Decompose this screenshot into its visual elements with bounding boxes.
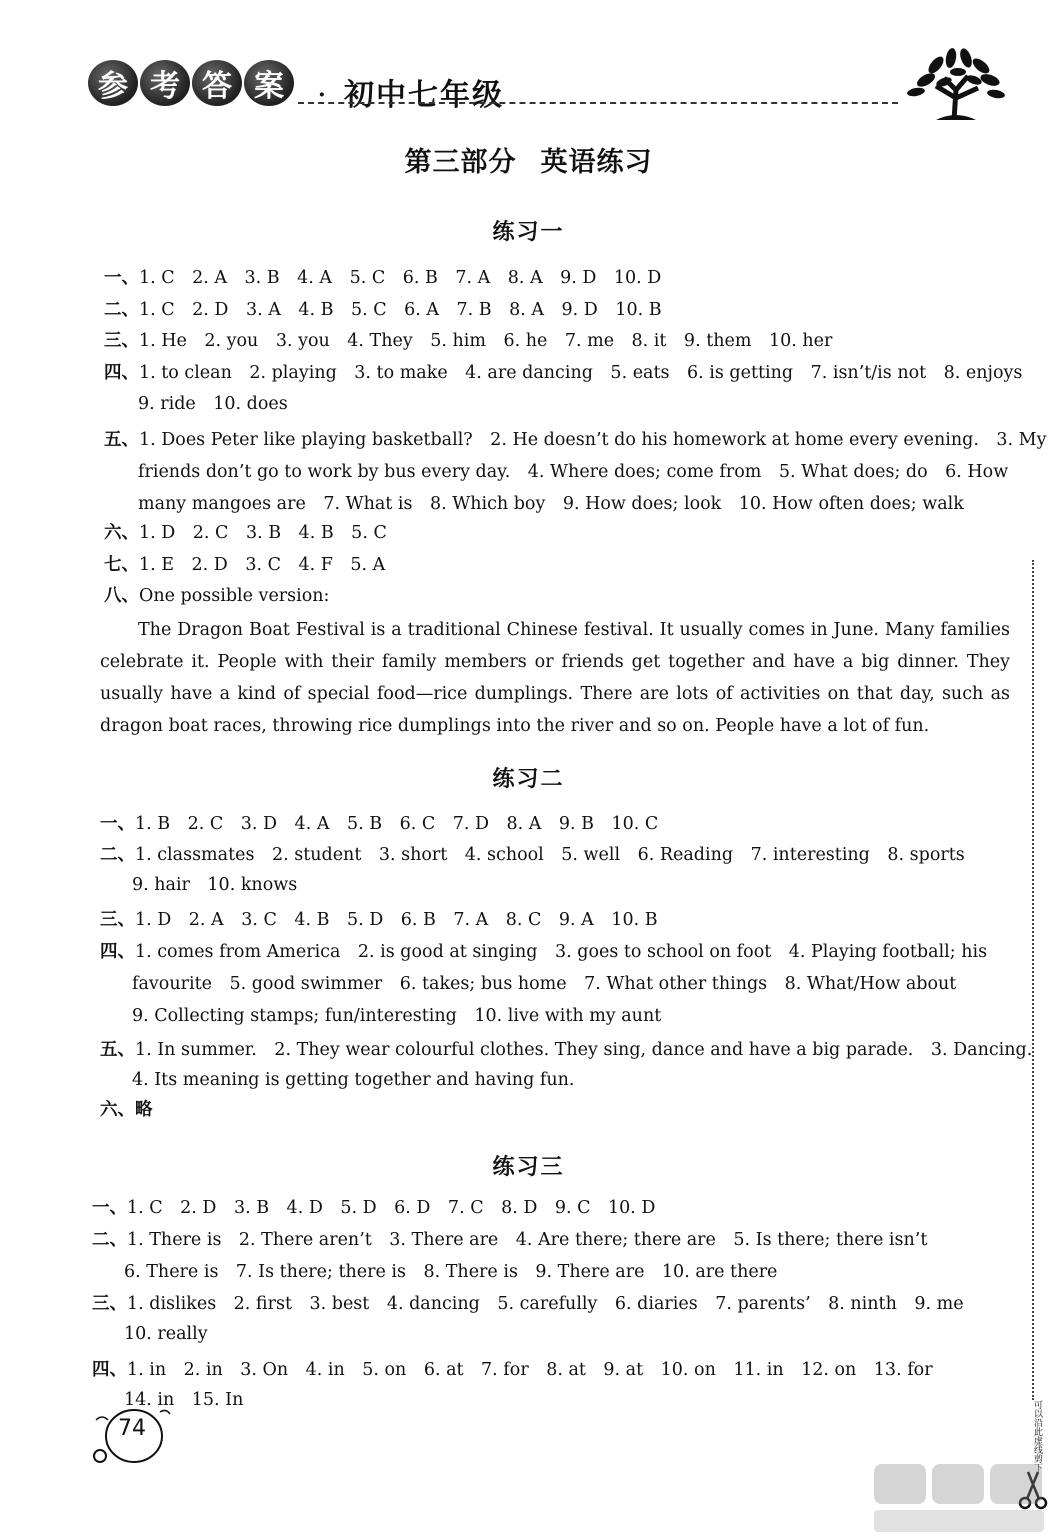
header-dot: · [318,82,326,108]
answer-line: 三、1. dislikes 2. first 3. best 4. dancing 5. carefully 6. diaries 7. parents’ 8. ninth 9. me [92,1294,964,1314]
cut-instruction: 可以沿此虚线剪下 [1032,1400,1042,1472]
answer-line: 一、1. C 2. D 3. B 4. D 5. D 6. D 7. C 8. D 9. C 10. D [92,1198,656,1218]
answer-line: 三、1. D 2. A 3. C 4. B 5. D 6. B 7. A 8. C 9. A 10. B [100,910,658,930]
answer-line: 10. really [124,1324,208,1344]
watermark-logo [870,1460,1050,1536]
answer-line: favourite 5. good swimmer 6. takes; bus home 7. What other things 8. What/How about [132,974,957,994]
part-subject: 英语练习 [540,147,653,178]
answer-line: 一、1. C 2. A 3. B 4. A 5. C 6. B 7. A 8. A 9. D 10. D [104,268,662,288]
answer-line: many mangoes are 7. What is 8. Which boy 9. How does; look 10. How often does; walk [138,494,964,514]
answer-line: 五、1. In summer. 2. They wear colourful clothes. They sing, dance and have a big parade. 3. Dancing. [100,1040,1033,1060]
cut-line [1032,560,1034,1400]
answer-line: 9. ride 10. does [138,394,288,414]
part-title [0,140,1057,179]
grade-label: 初中七年级 [344,78,504,113]
answer-line: 一、1. B 2. C 3. D 4. A 5. B 6. C 7. D 8. A 9. B 10. C [100,814,659,834]
answer-line: 七、1. E 2. D 3. C 4. F 5. A [104,555,386,575]
answer-line: 四、1. in 2. in 3. On 4. in 5. on 6. at 7. for 8. at 9. at 10. on 11. in 12. on 13. for [92,1360,933,1380]
answer-line: 二、1. classmates 2. student 3. short 4. school 5. well 6. Reading 7. interesting 8. sports [100,845,965,865]
answer-line: 9. Collecting stamps; fun/interesting 10. live with my aunt [132,1006,662,1026]
answer-line: 三、1. He 2. you 3. you 4. They 5. him 6. he 7. me 8. it 9. them 10. her [104,331,833,351]
answer-badges [88,60,294,106]
model-essay: The Dragon Boat Festival is a traditional Chinese festival. It usually comes in June. Many families celebrate it. People with their family members or friends get together and have a big dinner. They usually have a kind of special food—rice dumplings. There are lots of activities on that day, such as dragon boat races, throwing rice dumplings into the river and so on. People have a lot of fun. [100,620,1010,736]
answer-line: 六、略 [100,1100,153,1120]
answer-line: 六、1. D 2. C 3. B 4. B 5. C [104,523,387,543]
answer-line: 14. in 15. In [124,1390,244,1410]
section-title: 练习一 [492,220,565,245]
page-number: 74 [118,1416,146,1441]
badge: 参 [88,60,138,106]
answer-line: 四、1. comes from America 2. is good at singing 3. goes to school on foot 4. Playing football; his [100,942,988,962]
answer-line: 八、One possible version: [104,586,330,606]
tree-icon [896,40,1016,120]
badge: 案 [244,60,294,106]
answer-line: 五、1. Does Peter like playing basketball? 2. He doesn’t do his homework at home every evening. 3. My [104,430,1047,450]
section-title: 练习三 [492,1155,565,1180]
badge: 考 [140,60,190,106]
answer-line: 6. There is 7. Is there; there is 8. There is 9. There are 10. are there [124,1262,778,1282]
badge: 答 [192,60,242,106]
answer-line: friends don’t go to work by bus every day. 4. Where does; come from 5. What does; do 6. How [138,462,1009,482]
answer-line: 二、1. C 2. D 3. A 4. B 5. C 6. A 7. B 8. A 9. D 10. B [104,300,662,320]
part-number: 第三部分 [404,147,517,178]
answer-line: 二、1. There is 2. There aren’t 3. There are 4. Are there; there are 5. Is there; there isn’t [92,1230,928,1250]
answer-line: 4. Its meaning is getting together and having fun. [132,1070,575,1090]
answer-line: 四、1. to clean 2. playing 3. to make 4. are dancing 5. eats 6. is getting 7. isn’t/is not 8. enjoys [104,363,1023,383]
answer-line: 9. hair 10. knows [132,875,298,895]
section-title: 练习二 [492,767,565,792]
page-header [88,52,918,122]
header-divider [298,102,898,104]
